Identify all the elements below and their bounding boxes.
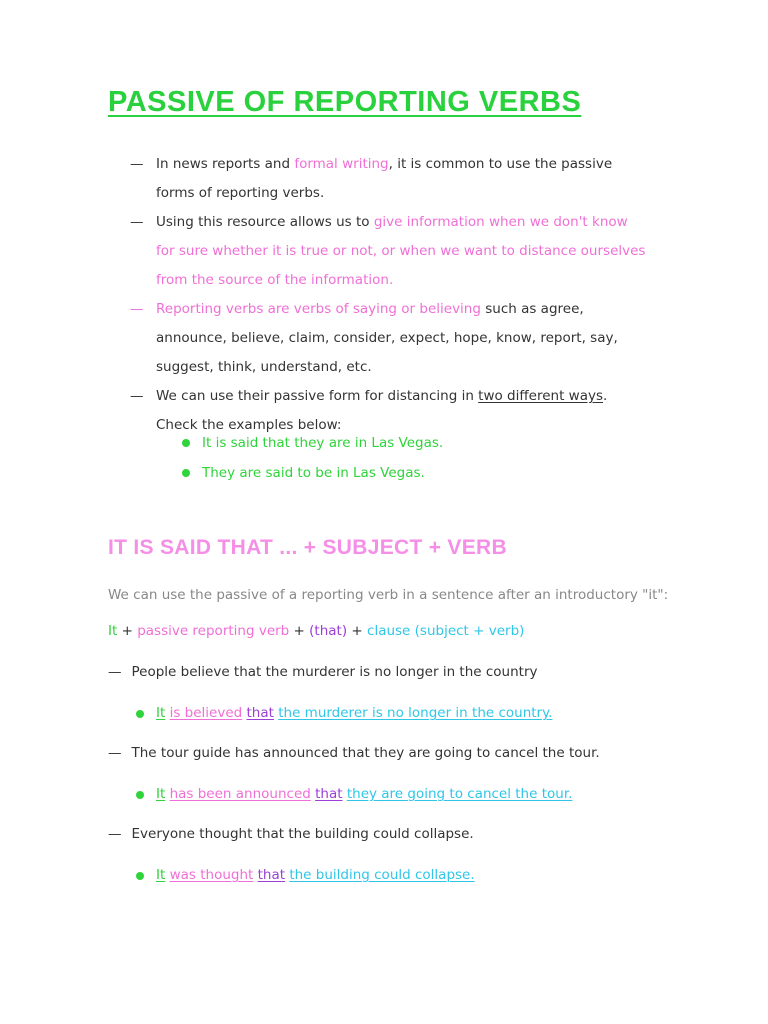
example-list [182,428,443,488]
dash-marker: — [130,214,144,230]
text: Using this resource allows us to [156,214,374,230]
list-item [130,150,650,208]
dash-marker: — [108,664,122,680]
text: . Check the examples below: [156,388,608,433]
example-that: that [257,867,286,883]
example-verb: is believed [169,705,243,721]
dash-marker: — [108,745,122,761]
intro-list [130,150,650,440]
list-item [182,428,443,458]
list-item [130,295,650,382]
active-sentence [108,826,474,842]
section-intro: We can use the passive of a reporting verb in a sentence after an introductory "it": [108,587,669,603]
passive-example [136,867,475,883]
bullet-icon [136,710,144,718]
example-verb: was thought [169,867,254,883]
text: In news reports and [156,156,295,172]
example-parts [156,786,572,802]
dash-marker: — [130,301,144,317]
page-title: PASSIVE OF REPORTING VERBS [108,86,582,118]
highlight-text: formal writing [294,156,389,172]
formula-it: It [108,623,118,639]
underlined-text: two different ways [478,388,604,404]
list-item [130,208,650,295]
example-that: that [246,705,274,721]
formula-plus: + [117,623,138,639]
example-parts [156,705,552,721]
formula-plus: + [289,623,310,639]
highlight-text: Reporting verbs are verbs of saying or believing [156,301,481,317]
bullet-icon [136,791,144,799]
example-clause: the murderer is no longer in the country. [278,705,553,721]
formula-clause: clause (subject + verb) [367,623,525,639]
passive-example [136,705,552,721]
text: We can use their passive form for distancing in [156,388,479,404]
section-title: IT IS SAID THAT ... + SUBJECT + VERB [108,536,507,559]
dash-marker: — [130,156,144,172]
example-clause: the building could collapse. [289,867,475,883]
example-text: It is said that they are in Las Vegas. [202,435,444,451]
example-text: They are said to be in Las Vegas. [202,465,425,481]
sentence-text: People believe that the murderer is no longer in the country [131,664,538,680]
bullet-icon [182,439,190,447]
example-parts [156,867,475,883]
dash-marker: — [108,826,122,842]
example-clause: they are going to cancel the tour. [346,786,573,802]
bullet-icon [136,872,144,880]
formula-line [108,623,524,639]
text: such as agree, announce, believe, claim, consider, expect, hope, know, report, say, suggest, think, understand, etc. [156,301,618,375]
bullet-icon [182,469,190,477]
passive-example [136,786,572,802]
sentence-text: The tour guide has announced that they are going to cancel the tour. [131,745,600,761]
list-item [182,458,443,488]
formula-that: (that) [309,623,348,639]
active-sentence [108,745,600,761]
example-it: It [156,705,166,721]
example-that: that [315,786,343,802]
formula-plus: + [347,623,368,639]
example-it: It [156,786,166,802]
example-verb: has been announced [169,786,311,802]
dash-marker: — [130,388,144,404]
active-sentence [108,664,538,680]
highlight-text: give information when we don't know for sure whether it is true or not, or when we want to distance ourselves from the source of the information. [156,214,646,288]
formula-passive: passive reporting verb [137,623,290,639]
text: , it is common to use the passive forms of reporting verbs. [156,156,613,201]
example-it: It [156,867,166,883]
sentence-text: Everyone thought that the building could collapse. [131,826,474,842]
